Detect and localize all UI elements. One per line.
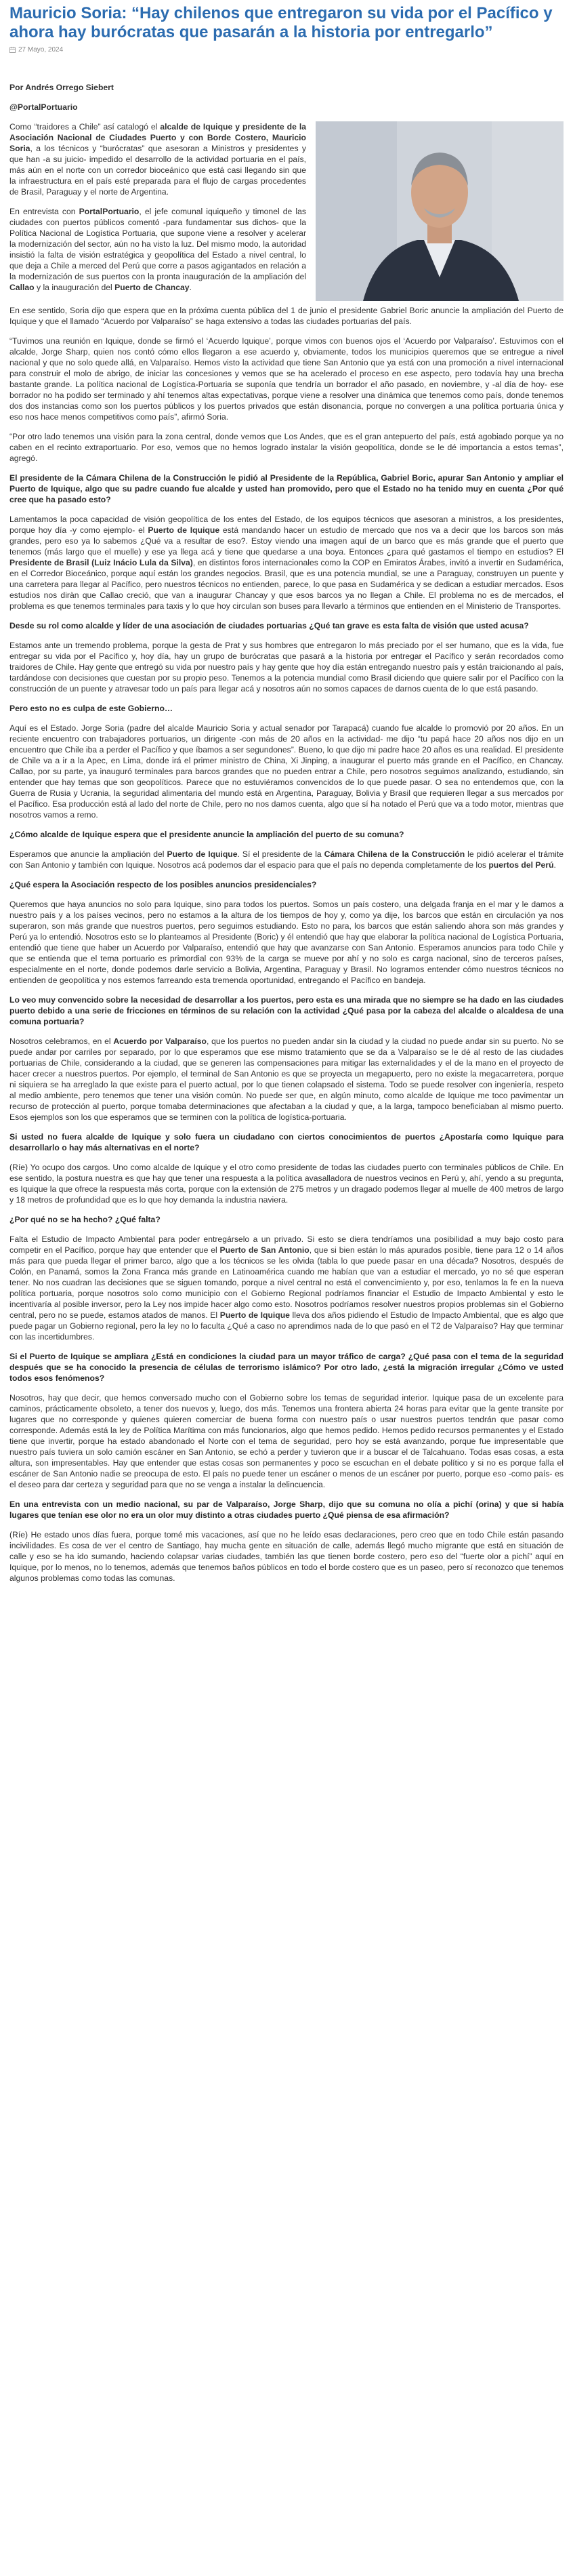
answer-5: Queremos que haya anuncios no solo para Iquique, sino para todos los puertos. Somos un país costero, una delgada franja en el mar y le damos a nuestro país y a los países vecinos, pero no estamos a la altura de los tiempos de hoy y, como ya dije, los barcos que están en circulación ya nos superaron, son más grande que nuestros puertos, pero seguimos estudiando. Esto no para, los barcos que están saliendo ahora son más grandes y Perú ya lo entendió. Nosotros esto se lo planteamos al Presidente (Boric) y él entendió que hay que elaborar la política nacional de Logística Portuaria, entendió que tiene que haber un Acuerdo por Valparaíso, entendió que hay que avanzarse con San Antonio. Esperamos anuncios para todo Chile y que se entienda que el tema portuario es primordial con 93% de la carga se mueve por ahí y no solo es carga nacional, sino de terceros países, especialmente en el norte, donde podemos darle servicio a Bolivia, Argentina, Paraguay y Brasil. No logramos entender cómo nuestros técnicos no entienden de geopolítica y nos estemos farreando esta tremenda oportunidad, entregando el Pacífico en bandeja. xyxy=(9,900,564,985)
article-title: Mauricio Soria: “Hay chilenos que entregaron su vida por el Pacífico y ahora hay burócratas que pasarán a la historia por entregarlo” xyxy=(9,4,553,41)
answer-7: (Ríe) Yo ocupo dos cargos. Uno como alcalde de Iquique y el otro como presidente de todas las ciudades puerto con terminales públicos de Chile. En ese sentido, la postura nuestra es que hay que tener una respuesta a la política avasalladora de nuestros vecinos en Perú y, ahí, yendo a su pregunta, es Iquique la que ofrece la respuesta más corta, porque con la extensión de 275 metros y un dragado podemos llegar al muelle de 400 metros de largo y 18 metros de profundidad que es lo que hoy demanda la industria naviera. xyxy=(9,1163,564,1205)
article xyxy=(0,4,573,1584)
date-text: 27 Mayo, 2024 xyxy=(18,46,64,54)
answer-8: Falta el Estudio de Impacto Ambiental para poder entregárselo a un privado. Si esto se diera tendríamos una posibilidad a muy bajo costo para competir en el Pacífico, porque hay que entender que el Puerto de San Antonio, que si bien están lo más apurados posible, tiene para 12 o 14 años más para que pueda llegar el primer barco, algo que a los técnicos se les olvida (tabla lo que puede pasar en una década? Nosotros, después de Colón, en Panamá, somos la Zona Franca más grande en Latinoamérica cuando me habían que van a estudiar el mercado, yo no sé que esperan tener. No nos cuadran las decisiones que se siguen tomando, porque a nivel central no está el convencimiento y, por eso, tenlamos la fe en la nueva política portuaria, porque nosotros solo como municipio con el Gobierno Regional podríamos financiar el Estudio de Impacto Ambiental y esto le incentivaría al posible inversor, pero la Ley nos impide hacer algo como esto. Nosotros podríamos resolver nuestros propios problemas sin el Gobierno central, pero no se puede, estamos atados de manos. El Puerto de Iquique lleva dos años pidiendo el Estudio de Impacto Ambiental, que es algo que puede pagar un Gobierno regional, pero la ley no lo faculta ¿Qué a caso no aprendimos nada de lo que pasó en el T2 de Valparaíso? Hay que terminar con las incertidumbres. xyxy=(9,1234,564,1342)
question-2: Desde su rol como alcalde y líder de una asociación de ciudades portuarias ¿Qué tan grave es esta falta de visión que usted acusa? xyxy=(9,621,529,630)
question-10: En una entrevista con un medio nacional, su par de Valparaíso, Jorge Sharp, dijo que su comuna no olía a pichí (orina) y que si había lugares que tenían ese olor no era un olor muy distinto a otras ciudades puerto ¿Qué piensa de esa afirmación? xyxy=(9,1500,564,1520)
author-line: Por Andrés Orrego Siebert xyxy=(9,83,114,92)
portrait-illustration xyxy=(316,121,564,301)
answer-4: Esperamos que anuncie la ampliación del Puerto de Iquique. Sí el presidente de la Cámara Chilena de la Construcción le pidió acelerar el trámite con San Antonio y también con Iquique. Nosotros acá podemos dar el espacio para que el país no dependa completamente de los puertos del Perú. xyxy=(9,849,564,870)
answer-10: (Ríe) He estado unos días fuera, porque tomé mis vacaciones, así que no he leído esas declaraciones, pero creo que en todo Chile están pasando incivilidades. Es cosa de ver el centro de Santiago, hay mucha gente en situación de calle, además llegó mucho migrante que está en situación de calle y eso se ha ido sumando, haciendo colapsar varias ciudades, también las que tienen borde costero, pero eso del “fuerte olor a pichí” aquí en Iquique, por lo menos, no lo tenemos, además que tenemos baños públicos en todo el borde costero que es un paseo, pero sí reconozco que tenemos algunos problemas como todas las comunas. xyxy=(9,1530,564,1583)
answer-1: Lamentamos la poca capacidad de visión geopolítica de los entes del Estado, de los equipos técnicos que asesoran a ministros, a los presidentes, porque hoy día -y como ejemplo- el Puerto de Iquique está mandando hacer un estudio de mercado que nos va a decir que los barcos son más grandes, pero eso ya lo sabemos ¿Qué va a resultar de eso?. Estoy viendo una imagen aquí de un barco que es más grande que el puerto que tenemos (más largo que el muelle) y ese ya llega acá y tiene que quedarse a una boya. Entonces ¿para qué gastamos el tiempo en estudios? El Presidente de Brasil (Luiz Inácio Lula da Silva), en distintos foros internacionales como la COP en Emiratos Árabes, invitó a invertir en Sudamérica, en el Corredor Bioceánico, porque aquí están los grandes negocios. Brasil, que es una potencia mundial, se une a Paraguay, construyen un puente y una carretera para llegar al Pacífico, pero nuestros técnicos no entienden, parece, lo que pasa en Sudamérica y se dedican a estudiar mercados. Esos estudios nos diràn que Callao creció, que van a inaugurar Chancay y que esos barcos ya no llegan a Chile. El problema no es de mercados, el problema es que tenemos terminales para taxis y lo que hoy circulan son buses para llevarlo a términos que entienden en el Ministerio de Transportes. xyxy=(9,515,564,611)
question-5: ¿Qué espera la Asociación respecto de los posibles anuncios presidenciales? xyxy=(9,880,317,889)
paragraph-2: En entrevista con PortalPortuario, el jefe comunal iquiqueño y timonel de las ciudades con puertos públicos comentó -para fundamentar sus dichos- que la Política Nacional de Logística Portuaria, que supone viene a resolver y acelerar la modernización del sector, aún no ha visto la luz. Del mismo modo, la autoridad insistió la falta de visión estratégica y geopolítica del Estado a nivel central, lo que deja a Chile a merced del Perú que corre a pasos agigantados en relación a la modernización de sus puertos con la pronta inauguración de la ampliación del Callao y la inauguración del Puerto de Chancay. xyxy=(9,207,306,292)
question-4: ¿Cómo alcalde de Iquique espera que el presidente anuncie la ampliación del puerto de su comuna? xyxy=(9,830,404,839)
answer-6: Nosotros celebramos, en el Acuerdo por Valparaíso, que los puertos no pueden andar sin la ciudad y la ciudad no puede andar sin su puerto. No se puede andar por carriles por separado, por lo que esperamos que ese mismo tratamiento que se da a Valparaíso se le dé al resto de las ciudades portuarias de Chile, considerando a la ciudad, que se generen las compensaciones para mitigar las externalidades y el de la mano en el proyecto de hacer crecer a nuestros puertos. Por ejemplo, el terminal de San Antonio es que se proyecta un megapuerto, pero no existe la megacarretera, porque ni siquiera se ha arreglado la que existe para el puerto actual, por lo que tienen colapsado el sistema. Todo se puede resolver con ingeniería, respeto al medio ambiente, pero tenemos que tener una visión común. No puede ser que, en algún minuto, como alcalde de Iquique me toco pavimentar un recurso de protección al puerto, porque tomaba determinaciones que afectaban a la ciudad y que, a la larga, tampoco beneficiaban al mismo puerto. Esos ejemplos son los que esperamos que se terminen con la política de logística-portuaria. xyxy=(9,1037,564,1122)
portrait-photo xyxy=(316,121,564,301)
paragraph-1: Como “traidores a Chile” así catalogó el alcalde de Iquique y presidente de la Asociación Nacional de Ciudades Puerto y con Borde Costero, Mauricio Soria, a los técnicos y “burócratas” que asesoran a Ministros y presidentes y que han -a su juicio- impedido el desarrollo de la actividad portuaria en el país, más aún en el norte con un corredor bioceánico que está casi llegando sin que la infraestructura en el país esté preparada para el flujo de cargas procedentes de Brasil, Paraguay y el norte de Argentina. xyxy=(9,122,307,197)
question-8: ¿Por qué no se ha hecho? ¿Qué falta? xyxy=(9,1215,161,1224)
calendar-icon xyxy=(9,47,16,53)
intro-block xyxy=(9,121,564,305)
question-3: Pero esto no es culpa de este Gobierno… xyxy=(9,704,173,713)
article-date xyxy=(9,46,564,54)
author-handle[interactable]: @PortalPortuario xyxy=(9,102,78,112)
paragraph-5: “Por otro lado tenemos una visión para la zona central, donde vemos que Los Andes, que es el gran antepuerto del país, está agobiado porque ya no caben en el recinto extraportuario. Por eso, vemos que no hemos logrado instalar la visión geopolítica, donde se le dé importancia a estos temas”, agregó. xyxy=(9,432,564,463)
answer-9: Nosotros, hay que decir, que hemos conversado mucho con el Gobierno sobre los temas de seguridad interior. Iquique pasa de un excelente para caminos, prácticamente obsoleto, a tener dos nuevos y, luego, dos más. Tenemos una frontera abierta 24 horas para evitar que la gente transite por lugares que no corresponde y quienes quieren comerciar de buena forma con nuestro país o usar nuestros puertos tendrán que pasar como corresponde. Además está la ley de Política Marítima con más funcionarios, algo que hemos pedido. Hemos pedido recursos permanentes y el Estado tiene que invertir, porque ha estado abandonado el Norte con el tema de seguridad, pero hoy se está avanzando, porque fue impresentable que nuestro país tuviera un solo camión escáner en San Antonio, se echó a perder y tuvieron que ir a buscar el de Talcahuano. Todas esas cosas, a esta altura, son impresentables. Hay que entender que estas cosas son permanentes y poco se escuchan en el debate político y si no es porque falla el escáner de San Antonio nadie se preocupa de esto. El país no puede tener un escáner o menos de un escáner por puerto, porque eso -como país- es el deseo para dar certeza y seguridad para que no se venga a instalar la delincuencia. xyxy=(9,1393,564,1489)
paragraph-3: En ese sentido, Soria dijo que espera que en la próxima cuenta pública del 1 de junio el presidente Gabriel Boric anuncie la ampliación del Puerto de Iquique y que el llamado “Acuerdo por Valparaíso” se haga extensivo a todas las ciudades portuarias del país. xyxy=(9,306,564,326)
answer-2: Estamos ante un tremendo problema, porque la gesta de Prat y sus hombres que entregaron lo más preciado por el ser humano, que es la vida, fue entregar su vida por el Pacífico y, hoy día, hay un grupo de burócratas que pasará a la historia por entregar el Pacífico y serán recordados como traidores de Chile. Hay gente que entregó su vida por nuestro país y hay gente que hoy día están entregando nuestro país y están traicionando al país, tardándose con decisiones que cuestan por su propio peso. Tenemos a la potencia mundial como Brasil diciendo que quiere salir por el Pacífico con la construcción de un puente y atravesar todo un país para llegar acá y nosotros aún no somos capaces de darnos cuenta de lo que está pasando. xyxy=(9,641,564,693)
answer-3: Aquí es el Estado. Jorge Soria (padre del alcalde Mauricio Soria y actual senador por Tarapacá) cuando fue alcalde lo promovió por 20 años. En un reciente encuentro con trabajadores portuarios, un dirigente -con más de 20 años en la actividad- me dijo “tu papá hace 20 años nos dijo en un encuentro que Chile iba a perder el Pacífico y que íbamos a ser segundones”. Bueno, lo que dijo mi padre hace 20 años es una realidad. El presidente de Chile va a ir a la Apec, en Lima, donde irá el primer ministro de China, Xi Jinping, a inaugurar el puerto más grande en el Pacífico, en Chancay. Callao, por su parte, ya inauguró terminales para barcos grandes que no pueden entrar a Chile, pero nosotros seguimos analizando, estudiando, sin entender que hay temas que son geopolíticos. Parece que no estuviéramos convencidos de lo que puede pasar. O sea no entendemos que, con la Guerra de Rusia y Ucrania, la seguridad alimentaria del mundo está en Argentina, Paraguay, Bolivia y Brasil que requieren llegar a sus mercados por el Pacífico. Esa producción está al lado del norte de Chile, pero no nos damos cuenta, algo que sí ha notado el Perú que va a todo motor, mientras que nosotros vamos a remo. xyxy=(9,723,564,820)
question-6: Lo veo muy convencido sobre la necesidad de desarrollar a los puertos, pero esta es una mirada que no siempre se ha dado en las ciudades puerto debido a una serie de fricciones en términos de su relación con la actividad ¿Qué pasa por la cabeza del alcalde o alcaldesa de una comuna portuaria? xyxy=(9,995,564,1026)
question-7: Si usted no fuera alcalde de Iquique y solo fuera un ciudadano con ciertos conocimientos de puertos ¿Apostaría como Iquique para desarrollarlo o hay más alternativas en el norte? xyxy=(9,1132,564,1152)
question-1: El presidente de la Cámara Chilena de la Construcción le pidió al Presidente de la República, Gabriel Boric, apurar San Antonio y ampliar el Puerto de Iquique, algo que su padre cuando fue alcalde y usted han promovido, pero que el Estado no ha tenido muy en cuenta ¿Por qué cree que ha pasado esto? xyxy=(9,473,564,504)
question-9: Si el Puerto de Iquique se ampliara ¿Está en condiciones la ciudad para un mayor tráfico de carga? ¿Qué pasa con el tema de la seguridad después que se ha conocido la presencia de células de terrorismo islámico? Por otro lado, ¿está la migración irregular ¿Cómo ve usted todos esos fenómenos? xyxy=(9,1352,564,1383)
paragraph-4: “Tuvimos una reunión en Iquique, donde se firmó el ‘Acuerdo Iquique’, porque vimos con buenos ojos el ‘Acuerdo por Valparaíso’. Estuvimos con el alcalde, Jorge Sharp, quien nos contó cómo ellos llegaron a ese acuerdo y, obviamente, todos los municipios queremos que se entregue a nivel nacional y que no solo quede allá, en Valparaíso. Hemos visto la actividad que tiene San Antonio que ya está con una promoción a nivel internacional para construir el molo de abrigo, de iniciar las concesiones y vemos que se ha acelerado el proceso en ese aspecto, pero todavía hay una brecha bastante grande. La política nacional de Logística-Portuaria se suponía que tendría un borrador el año pasado, en noviembre, y -al día de hoy- ese borrador no ha podido ser terminado y ahí tenemos altas expectativas, porque viene a resolver una dinámica que tenemos como país, donde tenemos dos dos instancias como son los puertos públicos y los puertos privados que están disonancia, porque no convergen a una política portuaria única y eso nos hace menos competitivos como país”, afirmó Soria. xyxy=(9,336,564,422)
